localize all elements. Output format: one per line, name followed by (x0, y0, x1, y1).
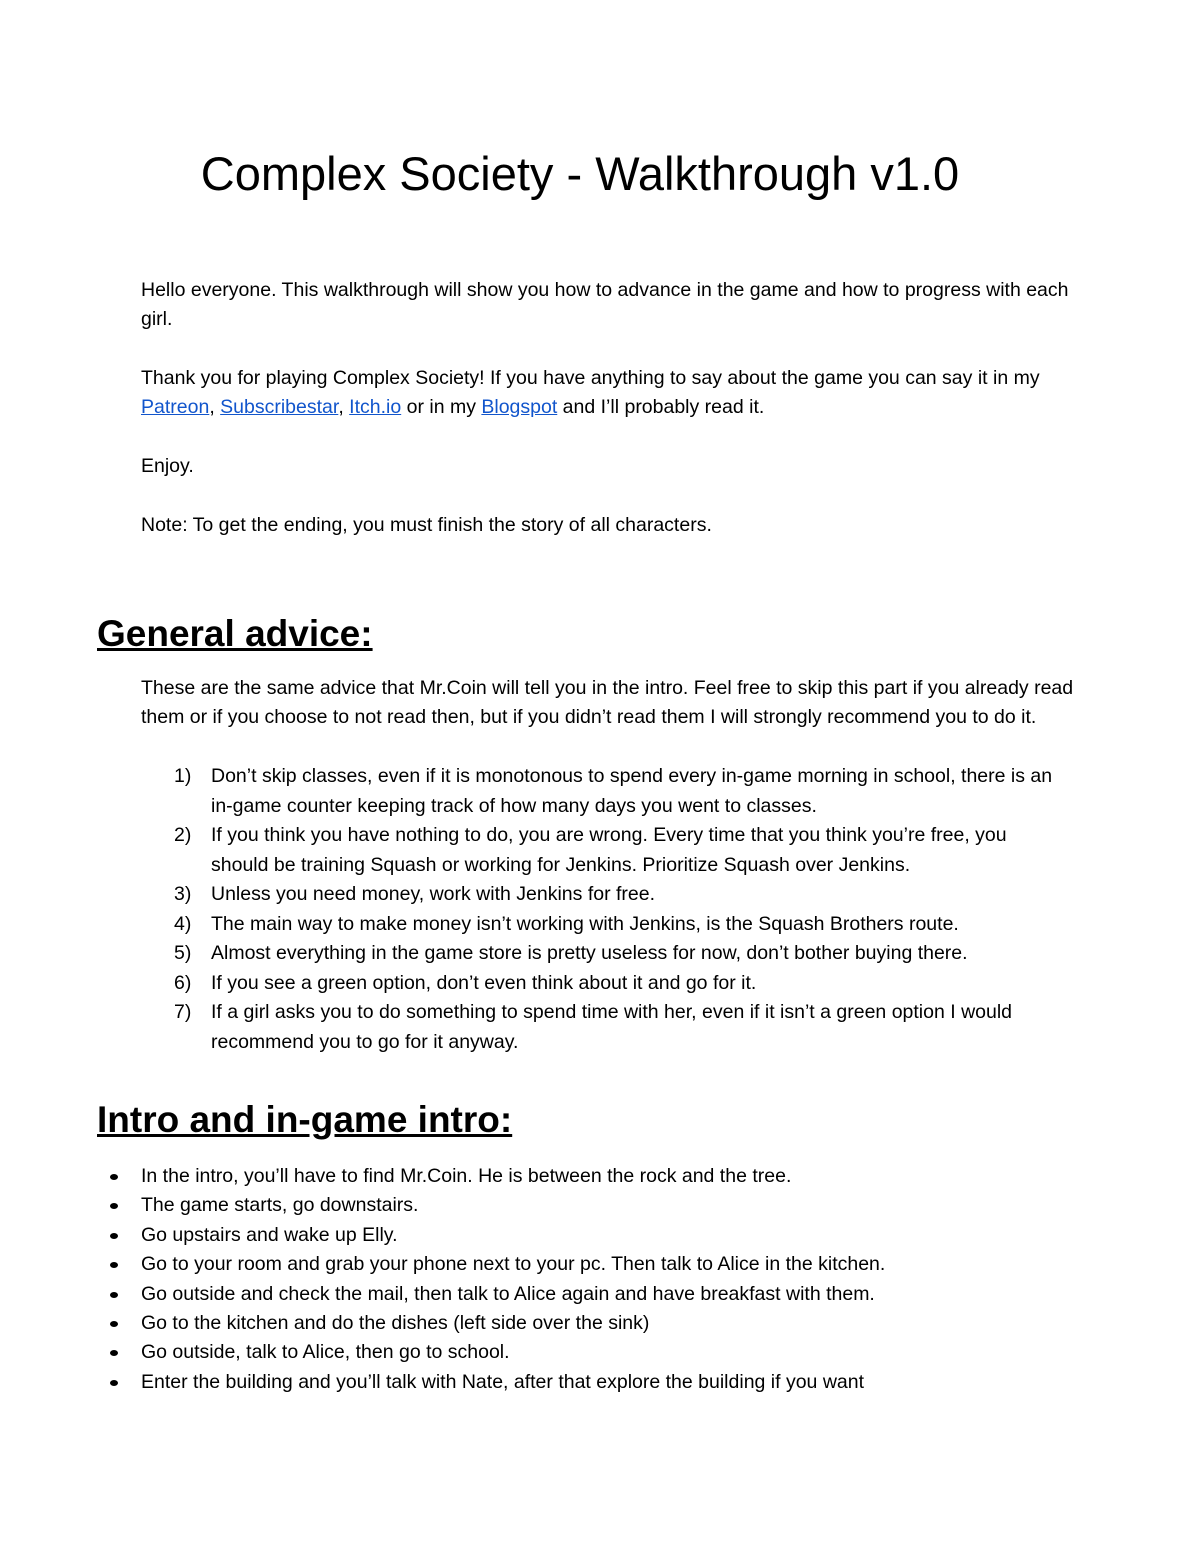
advice-number: 1) (174, 765, 192, 787)
intro-section-heading: Intro and in-game intro: (97, 1099, 513, 1140)
list-item (0, 1250, 1081, 1279)
thanks-text-end: and I’ll probably read it. (557, 396, 765, 418)
advice-item (0, 910, 1061, 940)
intro-steps-list (0, 1162, 1200, 1397)
advice-item (0, 939, 1061, 969)
itch-link[interactable]: Itch.io (349, 396, 402, 418)
list-item (0, 1309, 1081, 1338)
advice-text: If you see a green option, don’t even think about it and go for it. (211, 971, 757, 994)
advice-number: 4) (174, 912, 192, 935)
advice-item (0, 998, 1061, 1057)
intro-paragraph-enjoy: Enjoy. (141, 455, 194, 477)
advice-number: 3) (174, 883, 192, 905)
bullet-icon (110, 1292, 118, 1298)
list-item (0, 1162, 1081, 1191)
bullet-icon (110, 1203, 118, 1209)
advice-number: 6) (174, 971, 192, 994)
general-advice-heading: General advice: (97, 613, 373, 654)
bullet-icon (110, 1380, 118, 1386)
separator: , (209, 396, 221, 418)
advice-text: If you think you have nothing to do, you are wrong. Every time that you think you’re free, you should be training Squash or working for Jenkins. Prioritize Squash over Jenkins. (211, 824, 1007, 876)
list-item (0, 1221, 1081, 1250)
advice-text: The main way to make money isn’t working with Jenkins, is the Squash Brothers route. (211, 912, 959, 935)
advice-item (0, 880, 1061, 910)
advice-item (0, 969, 1061, 999)
advice-text: Don’t skip classes, even if it is monotonous to spend every in-game morning in school, there is an in-game counter keeping track of how many days you went to classes. (211, 765, 1053, 817)
bullet-icon (110, 1321, 118, 1327)
general-advice-intro: These are the same advice that Mr.Coin will tell you in the intro. Feel free to skip this part if you already read them or if you choose to not read then, but if you didn’t read them I will strongly recommend you to do it. (141, 677, 1074, 728)
advice-item (0, 762, 1061, 821)
document-title: Complex Society - Walkthrough v1.0 (200, 147, 960, 200)
list-item (0, 1280, 1081, 1309)
step-text: In the intro, you’ll have to find Mr.Coin. He is between the rock and the tree. (141, 1165, 792, 1187)
advice-text: Unless you need money, work with Jenkins for free. (211, 883, 656, 905)
separator: , (338, 396, 350, 418)
step-text: Go to the kitchen and do the dishes (left side over the sink) (141, 1312, 650, 1335)
advice-text: Almost everything in the game store is pretty useless for now, don’t bother buying there. (211, 942, 968, 964)
advice-item (0, 821, 1061, 880)
advice-number: 2) (174, 824, 192, 846)
intro-paragraph-thanks (141, 364, 1081, 422)
advice-number: 5) (174, 942, 192, 964)
intro-paragraph-note: Note: To get the ending, you must finish the story of all characters. (141, 514, 712, 536)
intro-paragraph-hello: Hello everyone. This walkthrough will show you how to advance in the game and how to progress with each girl. (141, 279, 1069, 330)
separator: or in my (401, 396, 482, 418)
advice-text: If a girl asks you to do something to spend time with her, even if it isn’t a green option I would recommend you to go for it anyway. (211, 1001, 1013, 1053)
list-item (0, 1368, 1081, 1397)
bullet-icon (110, 1174, 118, 1180)
bullet-icon (110, 1262, 118, 1268)
step-text: The game starts, go downstairs. (141, 1194, 419, 1217)
advice-list (0, 762, 1200, 1057)
step-text: Go outside and check the mail, then talk to Alice again and have breakfast with them. (141, 1282, 875, 1305)
subscribestar-link[interactable]: Subscribestar (220, 396, 339, 418)
list-item (0, 1338, 1081, 1367)
patreon-link[interactable]: Patreon (141, 396, 210, 418)
advice-number: 7) (174, 1001, 192, 1023)
bullet-icon (110, 1350, 118, 1356)
step-text: Go outside, talk to Alice, then go to school. (141, 1341, 510, 1364)
step-text: Go to your room and grab your phone next to your pc. Then talk to Alice in the kitchen. (141, 1253, 886, 1276)
bullet-icon (110, 1233, 118, 1239)
list-item (0, 1191, 1081, 1220)
blogspot-link[interactable]: Blogspot (481, 396, 558, 418)
thanks-text: Thank you for playing Complex Society! If you have anything to say about the game you can say it in my (141, 367, 1040, 389)
step-text: Go upstairs and wake up Elly. (141, 1223, 398, 1246)
step-text: Enter the building and you’ll talk with Nate, after that explore the building if you want (141, 1370, 865, 1393)
